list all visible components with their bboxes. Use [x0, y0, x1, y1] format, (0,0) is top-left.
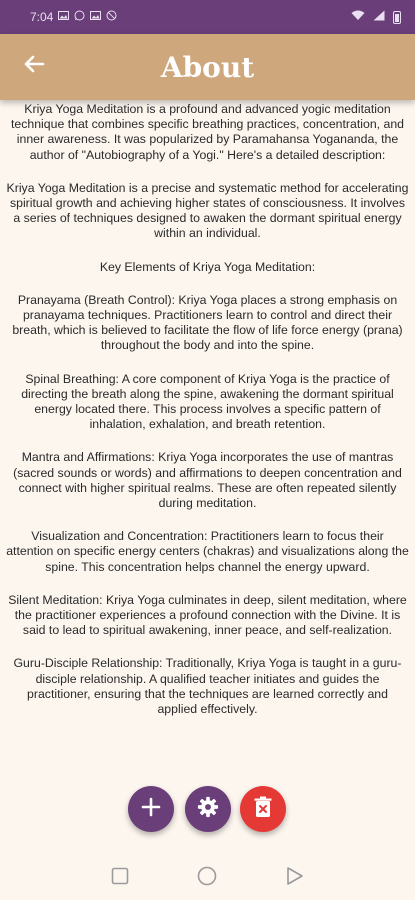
recents-button[interactable]: [110, 868, 130, 888]
signal-icon: [373, 10, 385, 24]
home-circle-icon: [197, 866, 217, 891]
about-content[interactable]: [0, 100, 415, 780]
about-paragraph-mantra: Mantra and Affirmations: Kriya Yoga incorporates the use of mantras (sacred sounds or words) and affirmations to deepen concentration and connect with higher spiritual realms. These are often repeated silently during meditation.: [13, 450, 402, 511]
delete-button[interactable]: [240, 786, 286, 832]
gear-icon: [197, 796, 219, 823]
app-bar: [0, 34, 415, 100]
about-paragraph-intro: Kriya Yoga Meditation is a profound and advanced yogic meditation technique that combines specific breathing practices, concentration, and inner awareness. It was popularized by Paramahansa Yogananda, the author of "Autobiography of a Yogi." Here's a detailed description:: [10, 102, 405, 162]
do-not-disturb-icon: [106, 10, 117, 24]
status-left: [30, 10, 117, 24]
about-paragraph-visualization: Visualization and Concentration: Practitioners learn to focus their attention on specific energy centers (chakras) and visualizations along the spine. This concentration helps channel the energy upward.: [6, 529, 409, 574]
plus-icon: [141, 797, 161, 822]
about-paragraph-overview: Kriya Yoga Meditation is a precise and systematic method for accelerating spiritual growth and achieving higher states of consciousness. It involves a series of techniques designed to awaken the dormant spiritual energy within an individual.: [6, 180, 409, 241]
about-paragraph-key-elements: Key Elements of Kriya Yoga Meditation:: [99, 259, 316, 274]
wifi-icon: [351, 10, 365, 24]
status-right: [351, 10, 401, 24]
home-button[interactable]: [197, 868, 217, 888]
page-title: About: [160, 50, 255, 84]
recents-square-icon: [111, 867, 129, 890]
back-triangle-icon: [286, 866, 304, 891]
status-bar: [0, 0, 415, 34]
back-nav-button[interactable]: [285, 868, 305, 888]
about-paragraph-guru-disciple: Guru-Disciple Relationship: Traditionally, Kriya Yoga is taught in a guru-disciple relationship. A qualified teacher initiates and guides the practitioner, ensuring that the techniques are learned correctly and applied effectively.: [13, 656, 402, 717]
arrow-left-icon: [23, 53, 45, 80]
back-button[interactable]: [18, 50, 50, 82]
status-time: 7:04: [30, 10, 54, 24]
about-paragraph-pranayama: Pranayama (Breath Control): Kriya Yoga places a strong emphasis on pranayama techniques. Practitioners learn to control and direct their breath, which is believed to facilitate the flow of life force energy (prana) throughout the body and into the spine.: [12, 292, 403, 353]
battery-icon: [393, 11, 401, 24]
about-paragraph-silent-meditation: Silent Meditation: Kriya Yoga culminates in deep, silent meditation, where the practitioner experiences a profound connection with the Divine. It is said to lead to spiritual awakening, inner peace, and self-realization.: [8, 592, 407, 638]
trash-icon: [253, 796, 273, 823]
system-nav-bar: [0, 856, 415, 900]
whatsapp-icon: [74, 10, 85, 24]
gallery-icon: [58, 10, 69, 24]
about-paragraph-spinal-breathing: Spinal Breathing: A core component of Kriya Yoga is the practice of directing the breath along the spine, awakening the dormant spiritual energy located there. This process involves a specific pattern of inhalation, exhalation, and breath retention.: [21, 371, 394, 432]
settings-button[interactable]: [185, 786, 231, 832]
gallery-icon-2: [90, 10, 101, 24]
add-button[interactable]: [128, 786, 174, 832]
